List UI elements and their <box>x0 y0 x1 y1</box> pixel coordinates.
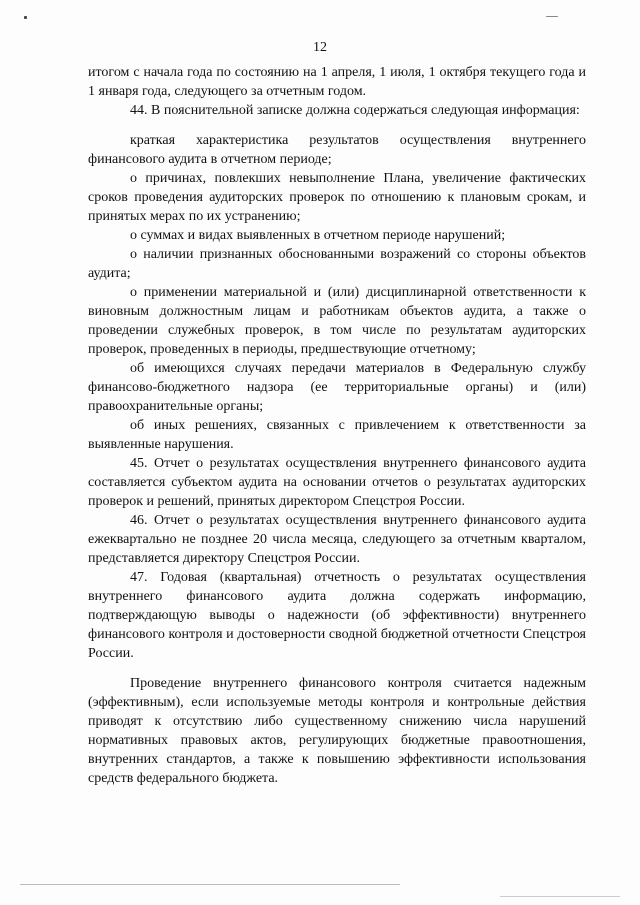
scan-bottom-line <box>20 884 400 885</box>
paragraph: о наличии признанных обоснованными возражений со стороны объектов аудита; <box>88 247 586 281</box>
paragraph: краткая характеристика результатов осуществления внутреннего финансового аудита в отчетном периоде; <box>88 133 586 167</box>
page-number: 12 <box>313 40 327 55</box>
document-body <box>88 63 586 788</box>
paragraph: о причинах, повлекших невыполнение Плана, увеличение фактических сроков проведения аудиторских проверок по отношению к плановым срокам, и принятых мерах по их устранению; <box>88 171 586 224</box>
paragraph: 45. Отчет о результатах осуществления внутреннего финансового аудита составляется субъектом аудита на основании отчетов о результатах аудиторских проверок и решений, принятых директором Спецстроя России. <box>88 456 586 509</box>
paragraph: итогом с начала года по состоянию на 1 апреля, 1 июля, 1 октября текущего года и 1 января года, следующего за отчетным годом. <box>88 65 586 99</box>
paragraph: о суммах и видах выявленных в отчетном периоде нарушений; <box>130 228 506 243</box>
paragraph: 44. В пояснительной записке должна содержаться следующая информация: <box>130 103 580 118</box>
paragraph: о применении материальной и (или) дисциплинарной ответственности к виновным должностным лицам и работникам объектов аудита, а также о проведении служебных проверок, в том числе по результатам аудиторских проверок, проведенных в периоды, предшествующие отчетному; <box>88 285 586 357</box>
paragraph: Проведение внутреннего финансового контроля считается надежным (эффективным), если используемые методы контроля и контрольные действия приводят к отсутствию либо существенному снижению числа нарушений нормативных правовых актов, регулирующих бюджетные правоотношения, внутренних стандартов, а также к повышению эффективности использования средств федерального бюджета. <box>88 676 586 786</box>
paragraph: об имеющихся случаях передачи материалов в Федеральную службу финансово-бюджетного надзора (ее территориальные органы) и (или) правоохранительные органы; <box>88 361 586 414</box>
paragraph: об иных решениях, связанных с привлечением к ответственности за выявленные нарушения. <box>88 418 586 452</box>
paragraph: 47. Годовая (квартальная) отчетность о результатах осуществления внутреннего финансового аудита должна содержать информацию, подтверждающую выводы о надежности (об эффективности) внутреннего финансового контроля и достоверности сводной бюджетной отчетности Спецстроя России. <box>88 570 586 661</box>
paragraph: 46. Отчет о результатах осуществления внутреннего финансового аудита ежеквартально не позднее 20 числа месяца, следующего за отчетным кварталом, представляется директору Спецстроя России. <box>88 513 586 566</box>
scan-bottom-line <box>500 896 620 897</box>
scan-speck <box>24 16 27 19</box>
scan-speck <box>546 16 558 17</box>
